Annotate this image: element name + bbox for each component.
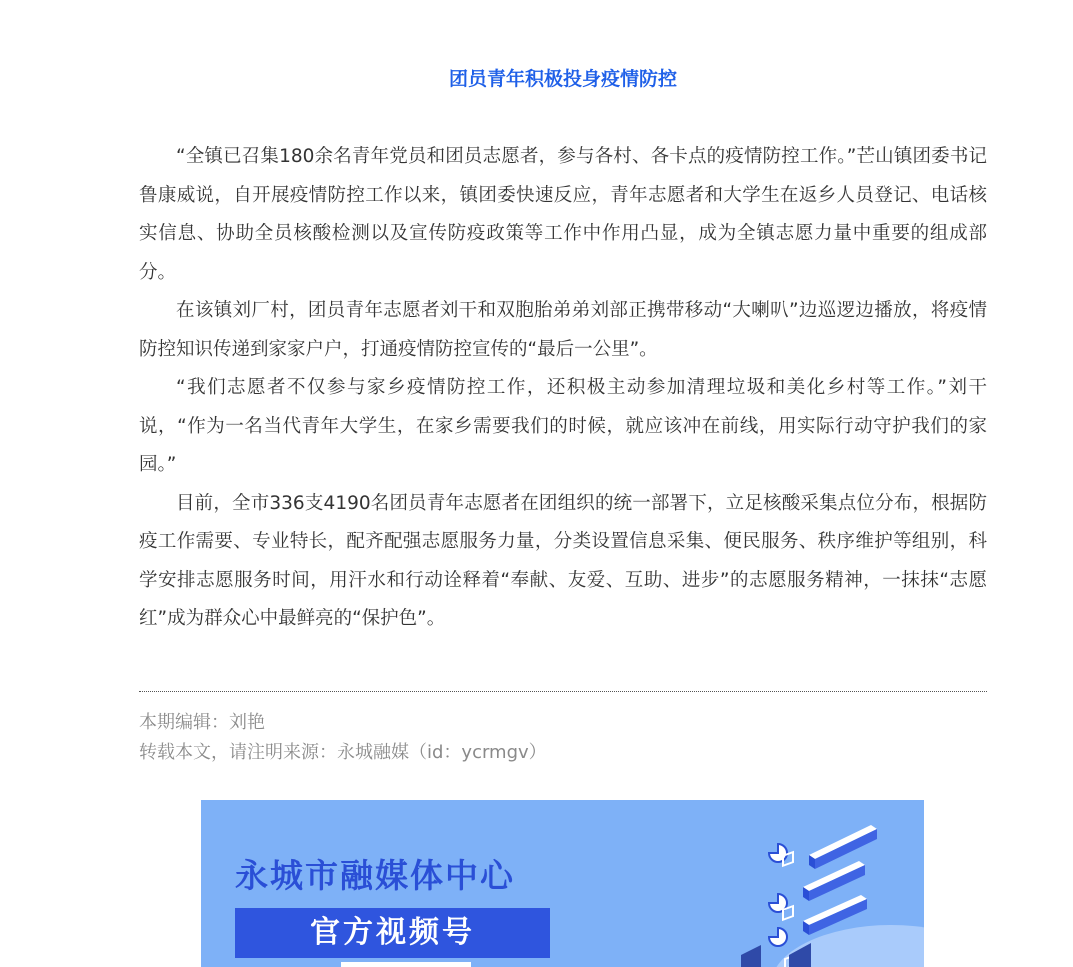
video-channel-banner[interactable] xyxy=(201,800,924,967)
editor-credit: 本期编辑：刘艳 xyxy=(139,712,265,733)
paragraph-2: 在该镇刘厂村，团员青年志愿者刘干和双胞胎弟弟刘部正携带移动“大喇叭”边巡逻边播放，将疫情防控知识传递到家家户户，打通疫情防控宣传的“最后一公里”。 xyxy=(139,300,987,360)
banner-subtitle-box xyxy=(235,908,550,958)
banner-title: 永城市融媒体中心 xyxy=(235,856,515,895)
credits xyxy=(139,708,987,768)
paragraph-1: “全镇已召集180余名青年党员和团员志愿者，参与各村、各卡点的疫情防控工作。”芒山镇团委书记鲁康威说，自开展疫情防控工作以来，镇团委快速反应，青年志愿者和大学生在返乡人员登记、电话核实信息、协助全员核酸检测以及宣传防疫政策等工作中作用凸显，成为全镇志愿力量中重要的组成部分。 xyxy=(139,146,987,283)
banner-subtitle: 官方视频号 xyxy=(310,915,475,950)
article-body xyxy=(139,138,987,639)
banner-white-strip xyxy=(341,962,471,967)
source-credit: 转载本文，请注明来源：永城融媒（id：ycrmgv） xyxy=(139,742,547,763)
paragraph-3: “我们志愿者不仅参与家乡疫情防控工作，还积极主动参加清理垃圾和美化乡村等工作。”刘干说，“作为一名当代青年大学生，在家乡需要我们的时候，就应该冲在前线，用实际行动守护我们的家园。” xyxy=(139,377,987,475)
article-title: 团员青年积极投身疫情防控 xyxy=(448,68,677,90)
paragraph-4: 目前，全市336支4190名团员青年志愿者在团组织的统一部署下，立足核酸采集点位分布，根据防疫工作需要、专业特长，配齐配强志愿服务力量，分类设置信息采集、便民服务、秩序维护等组别，科学安排志愿服务时间，用汗水和行动诠释着“奉献、友爱、互助、进步”的志愿服务精神，一抹抹“志愿红”成为群众心中最鲜亮的“保护色”。 xyxy=(139,492,987,629)
dotted-divider xyxy=(139,691,987,692)
checklist-illustration-icon xyxy=(741,815,924,967)
